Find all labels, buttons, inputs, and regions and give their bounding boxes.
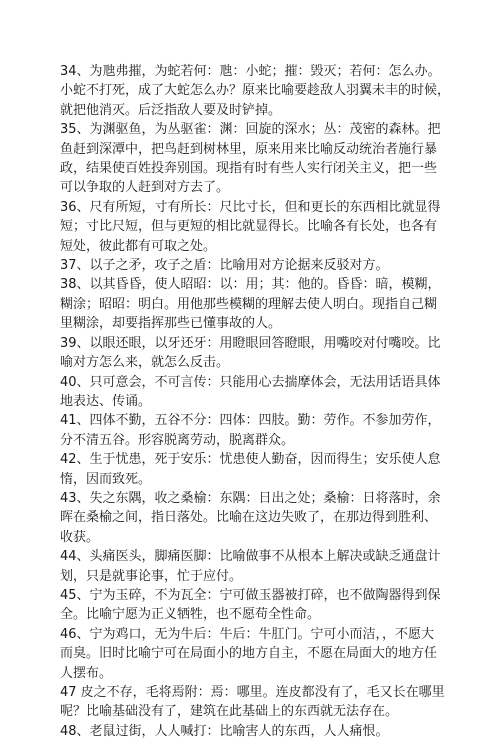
entry-45: [60, 586, 460, 625]
text-line: 40、只可意会，不可言传：只能用心去揣摩体会，无法用话语具体: [60, 374, 441, 390]
text-line: 分不清五谷。形容脱离劳动，脱离群众。: [60, 432, 295, 448]
entry-35: [60, 120, 460, 198]
text-line: 鱼赶到深潭中，把鸟赶到树林里，原来用来比喻反动统治者施行暴: [60, 141, 438, 157]
document-body: [60, 62, 460, 741]
text-line: 地表达、传诵。: [60, 393, 152, 409]
text-line: 呢？比喻基础没有了，建筑在此基础上的东西就无法存在。: [60, 704, 399, 720]
entry-42: [60, 450, 460, 489]
text-line: 46、宁为鸡口，无为牛后：牛后：牛肛门。宁可小而洁，，不愿大: [60, 626, 435, 642]
entry-41: [60, 411, 460, 450]
text-line: 39、以眼还眼，以牙还牙：用瞪眼回答瞪眼，用嘴咬对付嘴咬。比: [60, 335, 441, 351]
entry-40: [60, 373, 460, 412]
text-line: 划，只是就事论事，忙于应付。: [60, 568, 243, 584]
entry-46: [60, 625, 460, 683]
text-line: 35、为渊驱鱼，为丛驱雀：渊：回旋的深水；丛：茂密的森林。把: [60, 122, 441, 138]
text-line: 42、生于忧患，死于安乐：忧患使人勤奋，因而得生；安乐使人怠: [60, 452, 441, 468]
text-line: 而臭。旧时比喻宁可在局面小的地方自主，不愿在局面大的地方任: [60, 646, 438, 662]
entry-37: [60, 256, 460, 275]
entry-36: [60, 198, 460, 256]
text-line: 34、为虺弗摧，为蛇若何：虺：小蛇；摧：毁灭；若何：怎么办。: [60, 64, 441, 79]
entry-38: [60, 275, 460, 333]
text-line: 41、四体不勤，五谷不分：四体：四肢。勤：劳作。不参加劳作，: [60, 413, 441, 429]
entry-48: [60, 722, 460, 741]
text-line: 收获。: [60, 529, 100, 545]
text-line: 糊涂；昭昭：明白。用他那些模糊的理解去使人明白。现指自己糊: [60, 296, 438, 312]
text-line: 晖在桑榆之间，指日落处。比喻在这边失败了，在那边得到胜利、: [60, 510, 438, 526]
entry-34: [60, 62, 460, 120]
text-line: 人摆布。: [60, 665, 113, 681]
text-line: 45、宁为玉碎，不为瓦全：宁可做玉器被打碎，也不做陶器得到保: [60, 587, 441, 603]
text-line: 喻对方怎么来，就怎么反击。: [60, 355, 230, 371]
entry-47: [60, 683, 460, 722]
entry-43: [60, 489, 460, 547]
entry-44: [60, 547, 460, 586]
text-line: 惰，因而致死。: [60, 471, 152, 487]
text-line: 全。比喻宁愿为正义牺牲，也不愿苟全性命。: [60, 607, 321, 623]
text-line: 短；寸比尺短，但与更短的相比就显得长。比喻各有长处，也各有: [60, 219, 438, 235]
text-line: 里糊涂，却要指挥那些已懂事故的人。: [60, 316, 282, 332]
text-line: 可以争取的人赶到对方去了。: [60, 180, 230, 196]
text-line: 36、尺有所短，寸有所长：尺比寸长，但和更长的东西相比就显得: [60, 199, 441, 215]
text-line: 政，结果使百姓投奔别国。现指有时有些人实行闭关主义，把一些: [60, 161, 438, 177]
entry-39: [60, 334, 460, 373]
text-line: 38、以其昏昏，使人昭昭：以：用；其：他的。昏昏：暗，模糊，: [60, 277, 441, 293]
text-line: 47 皮之不存，毛将焉附：焉：哪里。连皮都没有了，毛又长在哪里: [60, 685, 445, 700]
text-line: 就把他消灭。后泛指敌人要及时铲掉。: [60, 102, 282, 118]
text-line: 37、以子之矛，攻子之盾：比喻用对方论据来反驳对方。: [60, 258, 389, 274]
text-line: 短处，彼此都有可取之处。: [60, 238, 217, 254]
text-line: 43、失之东隅，收之桑榆：东隅：日出之处；桑榆：日将落时，余: [60, 490, 441, 506]
text-line: 48、老鼠过街，人人喊打：比喻害人的东西，人人痛恨。: [60, 723, 389, 739]
text-line: 44、头痛医头，脚痛医脚：比喻做事不从根本上解决或缺乏通盘计: [60, 549, 441, 565]
text-line: 小蛇不打死，成了大蛇怎么办？原来比喻要趁敌人羽翼未丰的时候，: [60, 83, 451, 99]
